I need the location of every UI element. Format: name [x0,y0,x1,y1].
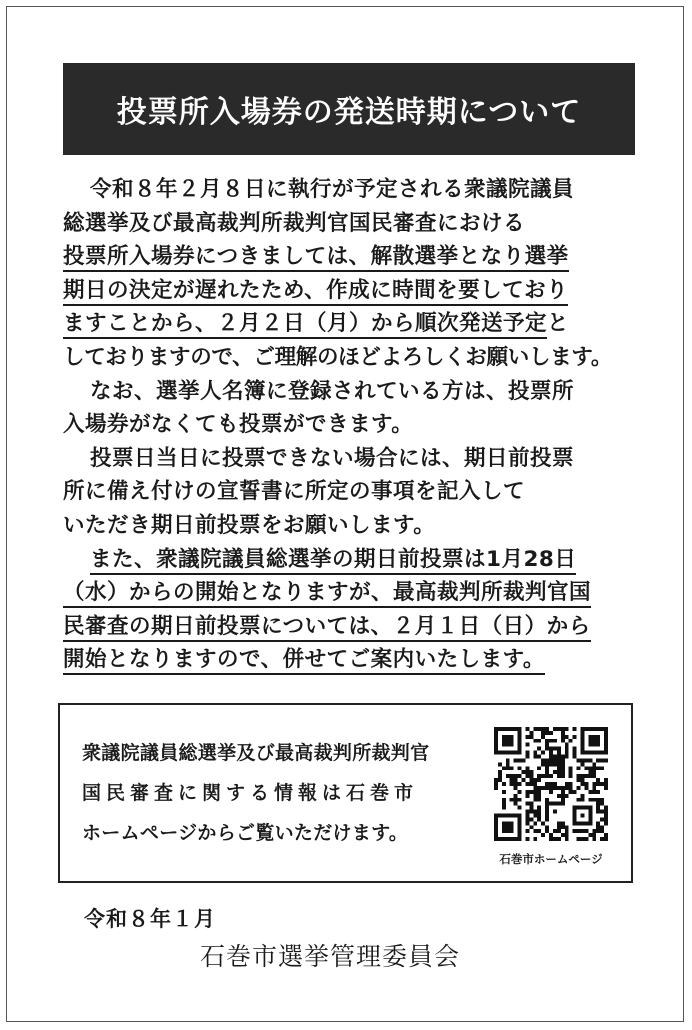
info-text [82,733,482,853]
issue-date: 令和８年１月 [84,907,216,931]
body-line: しておりますので、ご理解のほどよろしくお願いします。 [63,344,613,370]
info-line: ホームページからご覧いただけます。 [82,822,409,844]
body-line: 所に備え付けの宣誓書に所定の事項を記入して [63,479,526,505]
body-line: いただき期日前投票をお願いします。 [63,512,436,538]
info-box [58,703,633,883]
body-line: 令和８年２月８日に執行が予定される衆議院議員 [90,177,575,202]
body-line: 投票日当日に投票できない場合には、期日前投票 [90,445,575,471]
underlined-line: ますことから、２月２日（月）から順次発送予定 [63,311,547,339]
underlined-line: 開始となりますので、併せてご案内いたします。 [63,647,545,675]
notice-body [63,173,647,677]
underlined-line: 投票所入場券につきましては、解散選挙となり選挙 [63,244,569,272]
body-text-fragment: と [547,311,570,337]
underlined-line: 民審査の期日前投票については、２月１日（日）から [63,614,591,642]
underlined-line: また、衆議院議員総選挙の期日前投票は1月28日 [90,547,576,575]
info-line: 国民審査に関する情報は石巻市 [82,782,419,804]
notice-title: 投票所入場券の発送時期について [63,63,635,155]
qr-code-icon[interactable] [494,727,608,841]
body-line: 総選挙及び最高裁判所裁判官国民審査における [63,210,526,236]
underlined-line: （水）からの開始となりますが、最高裁判所裁判官国 [63,580,591,608]
body-line: なお、選挙人名簿に登録されている方は、投票所 [90,378,575,404]
issuer-name: 石巻市選挙管理委員会 [200,942,461,971]
underlined-line: 期日の決定が遅れたため、作成に時間を要しており [63,278,568,306]
info-line: 衆議院議員総選挙及び最高裁判所裁判官 [82,742,430,764]
qr-caption: 石巻市ホームページ [499,852,603,866]
body-line: 入場券がなくても投票ができます。 [63,412,414,438]
